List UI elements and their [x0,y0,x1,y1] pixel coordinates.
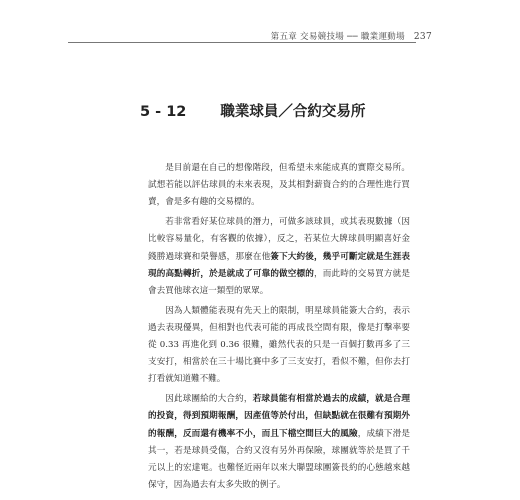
paragraph [148,303,410,389]
text-run: 因為人類體能表現有先天上的限制，明星球員能簽大合約，表示過去表現優異，但相對也代表可能的再成長空間有限，像是打擊率要從 0.33 再進化到 0.36 很難，雖然代表的只是一百個打數再多了三支安打，相當於在三十場比賽中多了三支安打，看似不難，但你去打打看就知道難不難。 [148,305,410,385]
running-header [271,30,432,42]
running-header-chapter: 第五章 交易競技場 ── 職業運動場 [270,32,405,42]
text-run: ，成績下滑是其一，若是球員受傷，合約又沒有另外再保險，球團就等於是買了千元以上的宏達電。也難怪近兩年以來大聯盟球團簽長約的心態越來越保守，因為過去有太多失敗的例子。 [148,428,410,491]
emphasis-text: 簽下大約後，幾乎可斷定就是生涯表現的高點轉折，於是就成了可靠的做空標的 [148,251,410,279]
text-run: 是目前還在自己的想像階段，但希望未來能成真的實際交易所。試想若能以評估球員的未來表現，及其相對薪資合約的合理性進行買賣，會是多有趣的交易標的。 [148,163,410,208]
text-run: 若非常看好某位球員的潛力，可做多該球員，或其表現數據（因比較容易量化，有客觀的依據），反之，若某位大牌球員明顯喜好金錢勝過球賽和榮譽感，那麼在他 [148,217,410,262]
body-text [148,160,410,497]
section-number: 5 - 12 [140,104,187,120]
text-run: ，而此時的交易買方就是會去買他球衣這一類型的眾眾。 [148,268,410,296]
page-number: 237 [413,32,432,42]
emphasis-text: 若球員能有相當於過去的成績，就是合理的投資，得到預期報酬，因產值等於付出，但缺點就在很難有預期外的報酬，反而還有機率不小，而且下檔空間巨大的風險 [148,394,410,439]
header-divider [68,42,416,43]
paragraph [148,160,410,212]
section-title: 職業球員／合約交易所 [220,104,366,120]
text-run: 因此球團給的大合約， [165,394,253,405]
paragraph [148,391,410,494]
section-heading [140,100,365,121]
paragraph [148,214,410,300]
